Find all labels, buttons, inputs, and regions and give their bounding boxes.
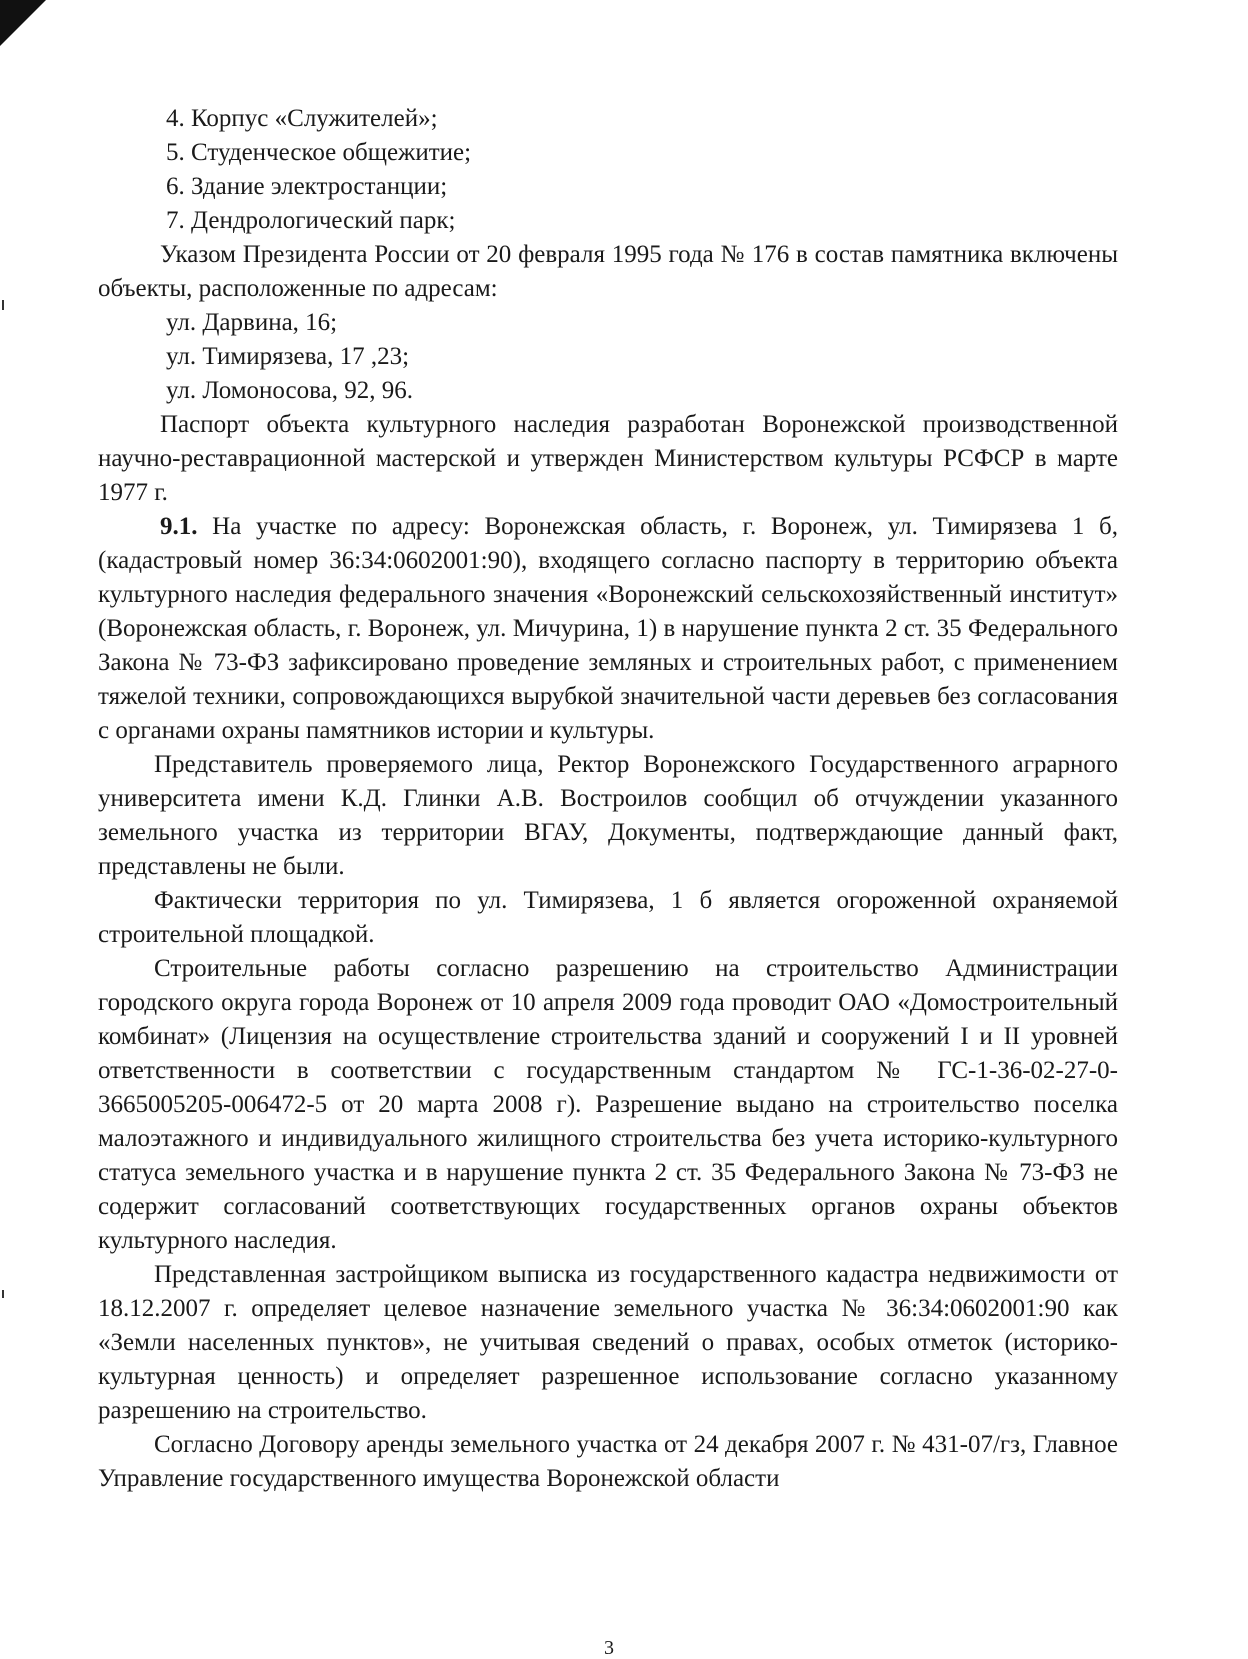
paragraph: Представленная застройщиком выписка из государственного кадастра недвижимости от 18.12.2007 г. определяет целевое назначение земельного участка № 36:34:0602001:90 как «Земли населенных пунктов», не учитывая сведений о правах, особых отметок (историко-культурная ценность) и определяет разрешенное использование согласно указанному разрешению на строительство. (98, 1261, 1118, 1424)
address-item: ул. Тимирязева, 17 ,23; (166, 343, 410, 370)
scan-corner-shadow (0, 0, 46, 46)
paragraph: Строительные работы согласно разрешению на строительство Администрации городского округа города Воронеж от 10 апреля 2009 года проводит ОАО «Домостроительный комбинат» (Лицензия на осуществление строительства зданий и сооружений I и II уровней ответственности в соответствии с государственным стандартом № ГС-1-36-02-27-0-3665005205-006472-5 от 20 марта 2008 г). Разрешение выдано на строительство поселка малоэтажного и индивидуального жилищного строительства без учета историко-культурного статуса земельного участка и в нарушение пункта 2 ст. 35 Федерального Закона № 73-ФЗ не содержит согласований соответствующих государственных органов охраны объектов культурного наследия. (98, 955, 1118, 1254)
paragraph: Согласно Договору аренды земельного участка от 24 декабря 2007 г. № 431-07/гз, Главное Управление государственного имущества Воронежской области (98, 1431, 1118, 1492)
address-list (98, 306, 1118, 408)
document-page (98, 102, 1118, 1496)
page-number: 3 (604, 1637, 614, 1659)
list-item: 4. Корпус «Служителей»; (166, 105, 438, 132)
paragraph: Фактически территория по ул. Тимирязева, 1 б является огороженной охраняемой строительной площадкой. (98, 887, 1118, 948)
passport-paragraph: Паспорт объекта культурного наследия разработан Воронежской производственной научно-реставрационной мастерской и утвержден Министерством культуры РСФСР в марте 1977 г. (98, 411, 1118, 506)
section-9-1-paragraph (98, 510, 1118, 748)
address-item: ул. Дарвина, 16; (166, 309, 338, 336)
scan-edge-mark (2, 1290, 4, 1298)
section-text: На участке по адресу: Воронежская область, г. Воронеж, ул. Тимирязева 1 б, (кадастровый номер 36:34:0602001:90), входящего согласно паспорту в территорию объекта культурного наследия федерального значения «Воронежский сельскохозяйственный институт» (Воронежская область, г. Воронеж, ул. Мичурина, 1) в нарушение пункта 2 ст. 35 Федерального Закона № 73-ФЗ зафиксировано проведение земляных и строительных работ, с применением тяжелой техники, сопровождающихся вырубкой значительной части деревьев без согласования с органами охраны памятников истории и культуры. (98, 513, 1118, 744)
list-item: 6. Здание электростанции; (166, 173, 448, 200)
list-item: 5. Студенческое общежитие; (166, 139, 472, 166)
paragraph: Представитель проверяемого лица, Ректор Воронежского Государственного аграрного университета имени К.Д. Глинки А.В. Востроилов сообщил об отчуждении указанного земельного участка из территории ВГАУ, Документы, подтверждающие данный факт, представлены не были. (98, 751, 1118, 880)
address-item: ул. Ломоносова, 92, 96. (166, 377, 413, 404)
scan-edge-mark (2, 300, 4, 310)
list-item: 7. Дендрологический парк; (166, 207, 456, 234)
section-number: 9.1. (160, 513, 198, 540)
list (98, 102, 1118, 238)
decree-paragraph: Указом Президента России от 20 февраля 1995 года № 176 в состав памятника включены объекты, расположенные по адресам: (98, 241, 1118, 302)
